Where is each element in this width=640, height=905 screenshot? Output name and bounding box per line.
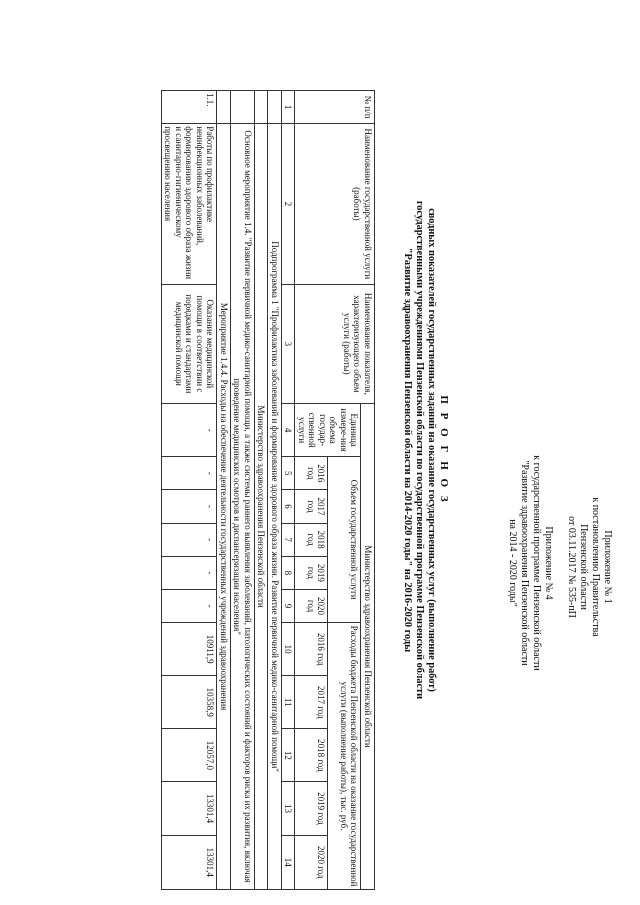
- header-volume-year: 2016 год: [295, 457, 328, 490]
- header-unit: Единица измере-ния объема государ-ственной услуги: [295, 404, 361, 457]
- header-expense-year: 2020 год: [295, 835, 328, 890]
- subprogram-row: Подпрограмма 1 "Профилактика заболеваний и формирование здорового образа жизни. Развитие первичной медико-санитарной помощи": [268, 124, 282, 890]
- item-expense: 10911,9: [162, 623, 218, 676]
- appendix-4-header: [506, 418, 554, 708]
- header-ministry: Министерство здравоохранения Пензенской области: [361, 404, 375, 890]
- table-row: [162, 91, 218, 890]
- header-volume-year: 2017 год: [295, 490, 328, 523]
- col-number: 12: [282, 729, 296, 782]
- header-volume: Объем государственной услуги: [328, 457, 361, 623]
- appendix-4-line2: к государственной программе Пензенской области: [531, 455, 542, 671]
- empty-cell: [217, 91, 231, 124]
- col-number: 7: [282, 523, 296, 556]
- header-expense-year: 2018 год: [295, 729, 328, 782]
- appendix-1-line2: к постановлению Правительства: [590, 497, 601, 637]
- col-number: 8: [282, 556, 296, 589]
- header-num: № п/п: [295, 91, 375, 124]
- empty-cell: [231, 91, 255, 124]
- item-unit: -: [162, 404, 218, 457]
- col-number: 6: [282, 490, 296, 523]
- item-volume: -: [162, 556, 218, 589]
- header-service-name: Наименование государственной услуги (работы): [295, 124, 375, 284]
- appendix-1-line4: от 03.11.2017 № 535-пП: [566, 516, 577, 618]
- header-volume-year: 2018 год: [295, 523, 328, 556]
- item-expense: 13301,4: [162, 835, 218, 890]
- appendix-1-line3: Пензенской области: [578, 524, 589, 610]
- item-service: Работы по профилактике неинфекционных заболеваний, формированию здорового образа жизни и санитарно-гигиеническому просвещению населения: [162, 124, 218, 284]
- title-line1: сводных показателей государственных заданий на оказание государственных услуг (выполнение работ): [426, 208, 437, 692]
- appendix-4-line3: "Развитие здравоохранения Пензенской области: [519, 460, 530, 666]
- item-expense: 13301,4: [162, 782, 218, 835]
- header-volume-year: 2020 год: [295, 589, 328, 622]
- item-volume: -: [162, 490, 218, 523]
- header-expenses: Расходы бюджета Пензенской области на оказание государственной услуги (выполнение работы), тыс. руб.: [328, 623, 361, 890]
- col-number: 1: [282, 91, 296, 124]
- col-number: 3: [282, 284, 296, 403]
- header-expense-year: 2017 год: [295, 676, 328, 729]
- item-volume: -: [162, 457, 218, 490]
- appendix-4-line4: на 2014 - 2020 годы": [507, 519, 518, 607]
- col-number: 2: [282, 124, 296, 284]
- item-volume: -: [162, 589, 218, 622]
- title-heading: П Р О Г Н О З: [438, 395, 450, 505]
- main-measure-row: Основное мероприятие 1.4. "Развитие первичной медико-санитарной помощи, а также системы раннего выявления заболеваний, патологических состояний и факторов риска их развития, включая проведение медицинских осмотров и диспансеризации населения": [231, 124, 255, 890]
- appendix-1-header: [565, 462, 613, 672]
- column-number-row: [282, 91, 296, 890]
- measure-row: Мероприятие 1.4.4. Расходы на обеспечение деятельности государственных учреждений здравоохранения: [217, 124, 231, 890]
- header-indicator: Наименование показателя, характеризующего объем услуги (работы): [295, 284, 375, 403]
- header-expense-year: 2016 год: [295, 623, 328, 676]
- item-indicator: Оказание медицинской помощи в соответствии с порядками и стандартами медицинской помощи: [162, 284, 218, 403]
- header-volume-year: 2019 год: [295, 556, 328, 589]
- col-number: 13: [282, 782, 296, 835]
- col-number: 4: [282, 404, 296, 457]
- item-num: 1.1.: [162, 91, 218, 124]
- col-number: 10: [282, 623, 296, 676]
- title-line3: "Развитие здравоохранения Пензенской области на 2014-2020 годы" на 2016-2020 годы: [402, 247, 413, 653]
- appendix-1-line1: Приложение № 1: [602, 530, 613, 604]
- document-title: [401, 150, 450, 750]
- col-number: 5: [282, 457, 296, 490]
- item-expense: 10358,9: [162, 676, 218, 729]
- forecast-table: [161, 90, 375, 890]
- ministry-row: Министерство здравоохранения Пензенской области: [255, 124, 269, 890]
- empty-cell: [268, 91, 282, 124]
- item-expense: 12057,0: [162, 729, 218, 782]
- title-line2: государственными учреждениями Пензенской области по государственной программе Пензенской области: [414, 200, 425, 700]
- col-number: 9: [282, 589, 296, 622]
- appendix-4-line1: Приложение № 4: [543, 526, 554, 600]
- item-volume: -: [162, 523, 218, 556]
- header-expense-year: 2019 год: [295, 782, 328, 835]
- empty-cell: [255, 91, 269, 124]
- col-number: 11: [282, 676, 296, 729]
- col-number: 14: [282, 835, 296, 890]
